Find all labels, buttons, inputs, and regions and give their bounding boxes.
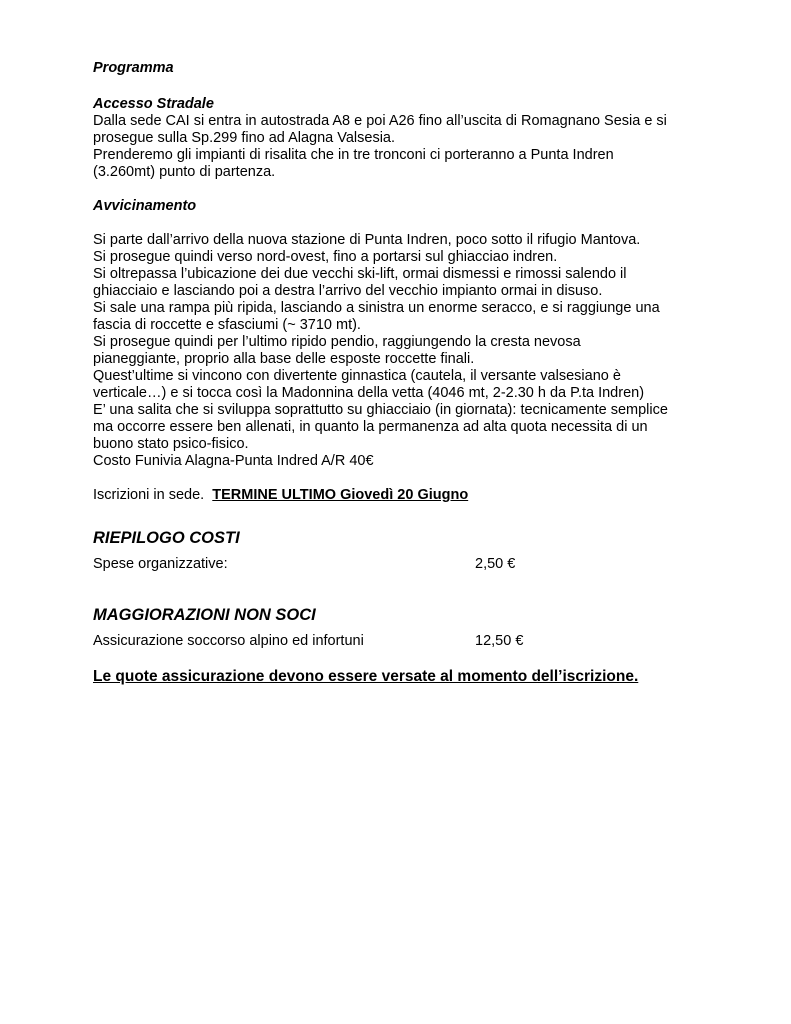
assicurazione-value: 12,50 €: [475, 633, 524, 649]
avvicinamento-line: Si prosegue quindi verso nord-ovest, fino a portarsi sul ghiacciao indren.: [93, 249, 558, 265]
riepilogo-costi-heading: RIEPILOGO COSTI: [93, 529, 240, 547]
avvicinamento-line: pianeggiante, proprio alla base delle esposte roccette finali.: [93, 351, 475, 367]
avvicinamento-line: E’ una salita che si sviluppa soprattutto su ghiacciaio (in giornata): tecnicamente semplice: [93, 402, 668, 418]
avvicinamento-line: Costo Funivia Alagna-Punta Indred A/R 40€: [93, 453, 374, 469]
termine-ultimo-deadline: TERMINE ULTIMO Giovedì 20 Giugno: [212, 487, 469, 503]
spese-organizzative-value: 2,50 €: [475, 556, 516, 572]
iscrizioni-prefix: Iscrizioni in sede.: [93, 487, 213, 503]
iscrizioni-line: [93, 486, 468, 504]
avvicinamento-line: Quest’ultime si vincono con divertente ginnastica (cautela, il versante valsesiano è: [93, 368, 621, 384]
avvicinamento-line: Si prosegue quindi per l’ultimo ripido pendio, raggiungendo la cresta nevosa: [93, 334, 581, 350]
avvicinamento-line: Si oltrepassa l’ubicazione dei due vecchi ski-lift, ormai dismessi e rimossi salendo il: [93, 266, 627, 282]
accesso-stradale-heading: Accesso Stradale: [93, 96, 214, 112]
accesso-line: Prenderemo gli impianti di risalita che in tre tronconi ci porteranno a Punta Indren: [93, 147, 614, 163]
maggiorazioni-non-soci-heading: MAGGIORAZIONI NON SOCI: [93, 606, 316, 624]
accesso-line: Dalla sede CAI si entra in autostrada A8 e poi A26 fino all’uscita di Romagnano Sesia e si: [93, 113, 667, 129]
avvicinamento-line: fascia di roccette e sfasciumi (~ 3710 mt).: [93, 317, 361, 333]
avvicinamento-line: ghiacciaio e lasciando poi a destra l’arrivo del vecchio impianto ormai in disuso.: [93, 283, 603, 299]
avvicinamento-line: Si parte dall’arrivo della nuova stazione di Punta Indren, poco sotto il rifugio Mantova.: [93, 232, 641, 248]
avvicinamento-line: Si sale una rampa più ripida, lasciando a sinistra un enorme seracco, e si raggiunge una: [93, 300, 660, 316]
avvicinamento-line: buono stato psico-fisico.: [93, 436, 249, 452]
accesso-line: prosegue sulla Sp.299 fino ad Alagna Valsesia.: [93, 130, 396, 146]
avvicinamento-line: verticale…) e si tocca così la Madonnina della vetta (4046 mt, 2-2.30 h da P.ta Indren): [93, 385, 645, 401]
assicurazione-label: Assicurazione soccorso alpino ed infortuni: [93, 633, 364, 649]
avvicinamento-line: ma occorre essere ben allenati, in quanto la permanenza ad alta quota necessita di un: [93, 419, 648, 435]
spese-organizzative-label: Spese organizzative:: [93, 556, 228, 572]
accesso-line: (3.260mt) punto di partenza.: [93, 164, 276, 180]
assicurazione-note: Le quote assicurazione devono essere versate al momento dell’iscrizione.: [93, 668, 639, 685]
programma-heading: Programma: [93, 60, 174, 76]
avvicinamento-heading: Avvicinamento: [93, 198, 197, 214]
